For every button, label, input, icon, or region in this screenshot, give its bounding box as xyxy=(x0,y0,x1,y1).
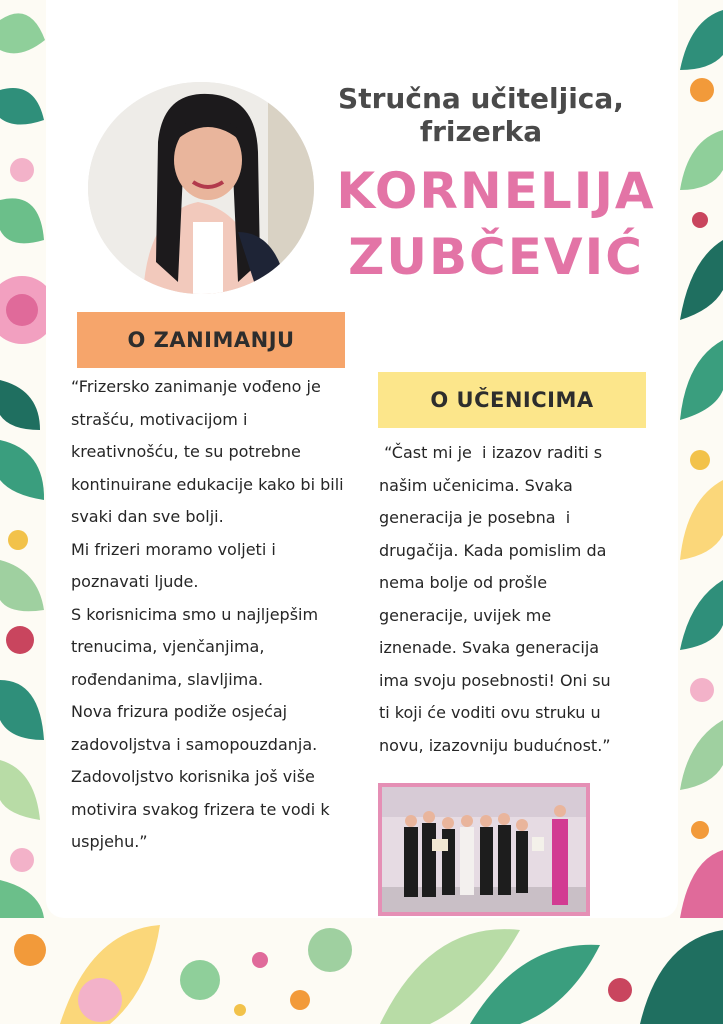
text-line: Mi frizeri moramo voljeti i xyxy=(71,539,276,559)
text-line: drugačija. Kada pomislim da xyxy=(379,540,607,560)
teacher-portrait-photo xyxy=(88,82,314,294)
role-title-line1: Stručna učiteljica, xyxy=(338,82,624,115)
text-line: nema bolje od prošle xyxy=(379,573,548,592)
text-line: Zadovoljstvo korisnika još više xyxy=(71,767,315,786)
text-line: našim učenicima. Svaka xyxy=(379,475,573,495)
text-line: “Čast mi je i izazov raditi s xyxy=(379,443,603,462)
teacher-first-name: KORNELIJA xyxy=(336,162,656,220)
text-line: generacije, uvijek me xyxy=(379,605,552,625)
text-line: motivira svakog frizera te vodi k xyxy=(71,799,330,819)
teacher-last-name: ZUBČEVIĆ xyxy=(348,228,644,286)
role-title-line2: frizerka xyxy=(419,115,543,148)
text-line: ti koji će voditi ovu struku u xyxy=(379,703,601,722)
text-line: trenucima, vjenčanjima, xyxy=(71,637,265,656)
students-group-photo xyxy=(378,783,590,916)
text-line: zadovoljstva i samopouzdanja. xyxy=(71,734,318,754)
text-line: Nova frizura podiže osjećaj xyxy=(71,702,288,721)
text-line: novu, izazovniju budućnost.” xyxy=(379,735,611,755)
text-line: strašću, motivacijom i xyxy=(71,409,248,429)
career-quote xyxy=(71,371,371,859)
text-line: uspjehu.” xyxy=(71,832,148,851)
text-line: “Frizersko zanimanje vođeno je xyxy=(71,377,321,396)
text-line: svaki dan sve bolji. xyxy=(71,507,224,526)
text-line: generacija je posebna i xyxy=(379,508,571,527)
section-heading-career: O ZANIMANJU xyxy=(77,312,345,368)
text-line: ima svoju posebnosti! Oni su xyxy=(379,670,611,690)
text-line: kontinuirane edukacije kako bi bili xyxy=(71,474,344,494)
section-heading-students: O UČENICIMA xyxy=(378,372,646,428)
text-line: rođendanima, slavljima. xyxy=(71,669,264,689)
text-line: iznenade. Svaka generacija xyxy=(379,638,600,657)
text-line: kreativnošću, te su potrebne xyxy=(71,442,301,461)
role-title xyxy=(326,82,636,148)
text-line: S korisnicima smo u najljepšim xyxy=(71,604,319,624)
students-quote xyxy=(379,437,679,762)
text-line: poznavati ljude. xyxy=(71,572,199,591)
